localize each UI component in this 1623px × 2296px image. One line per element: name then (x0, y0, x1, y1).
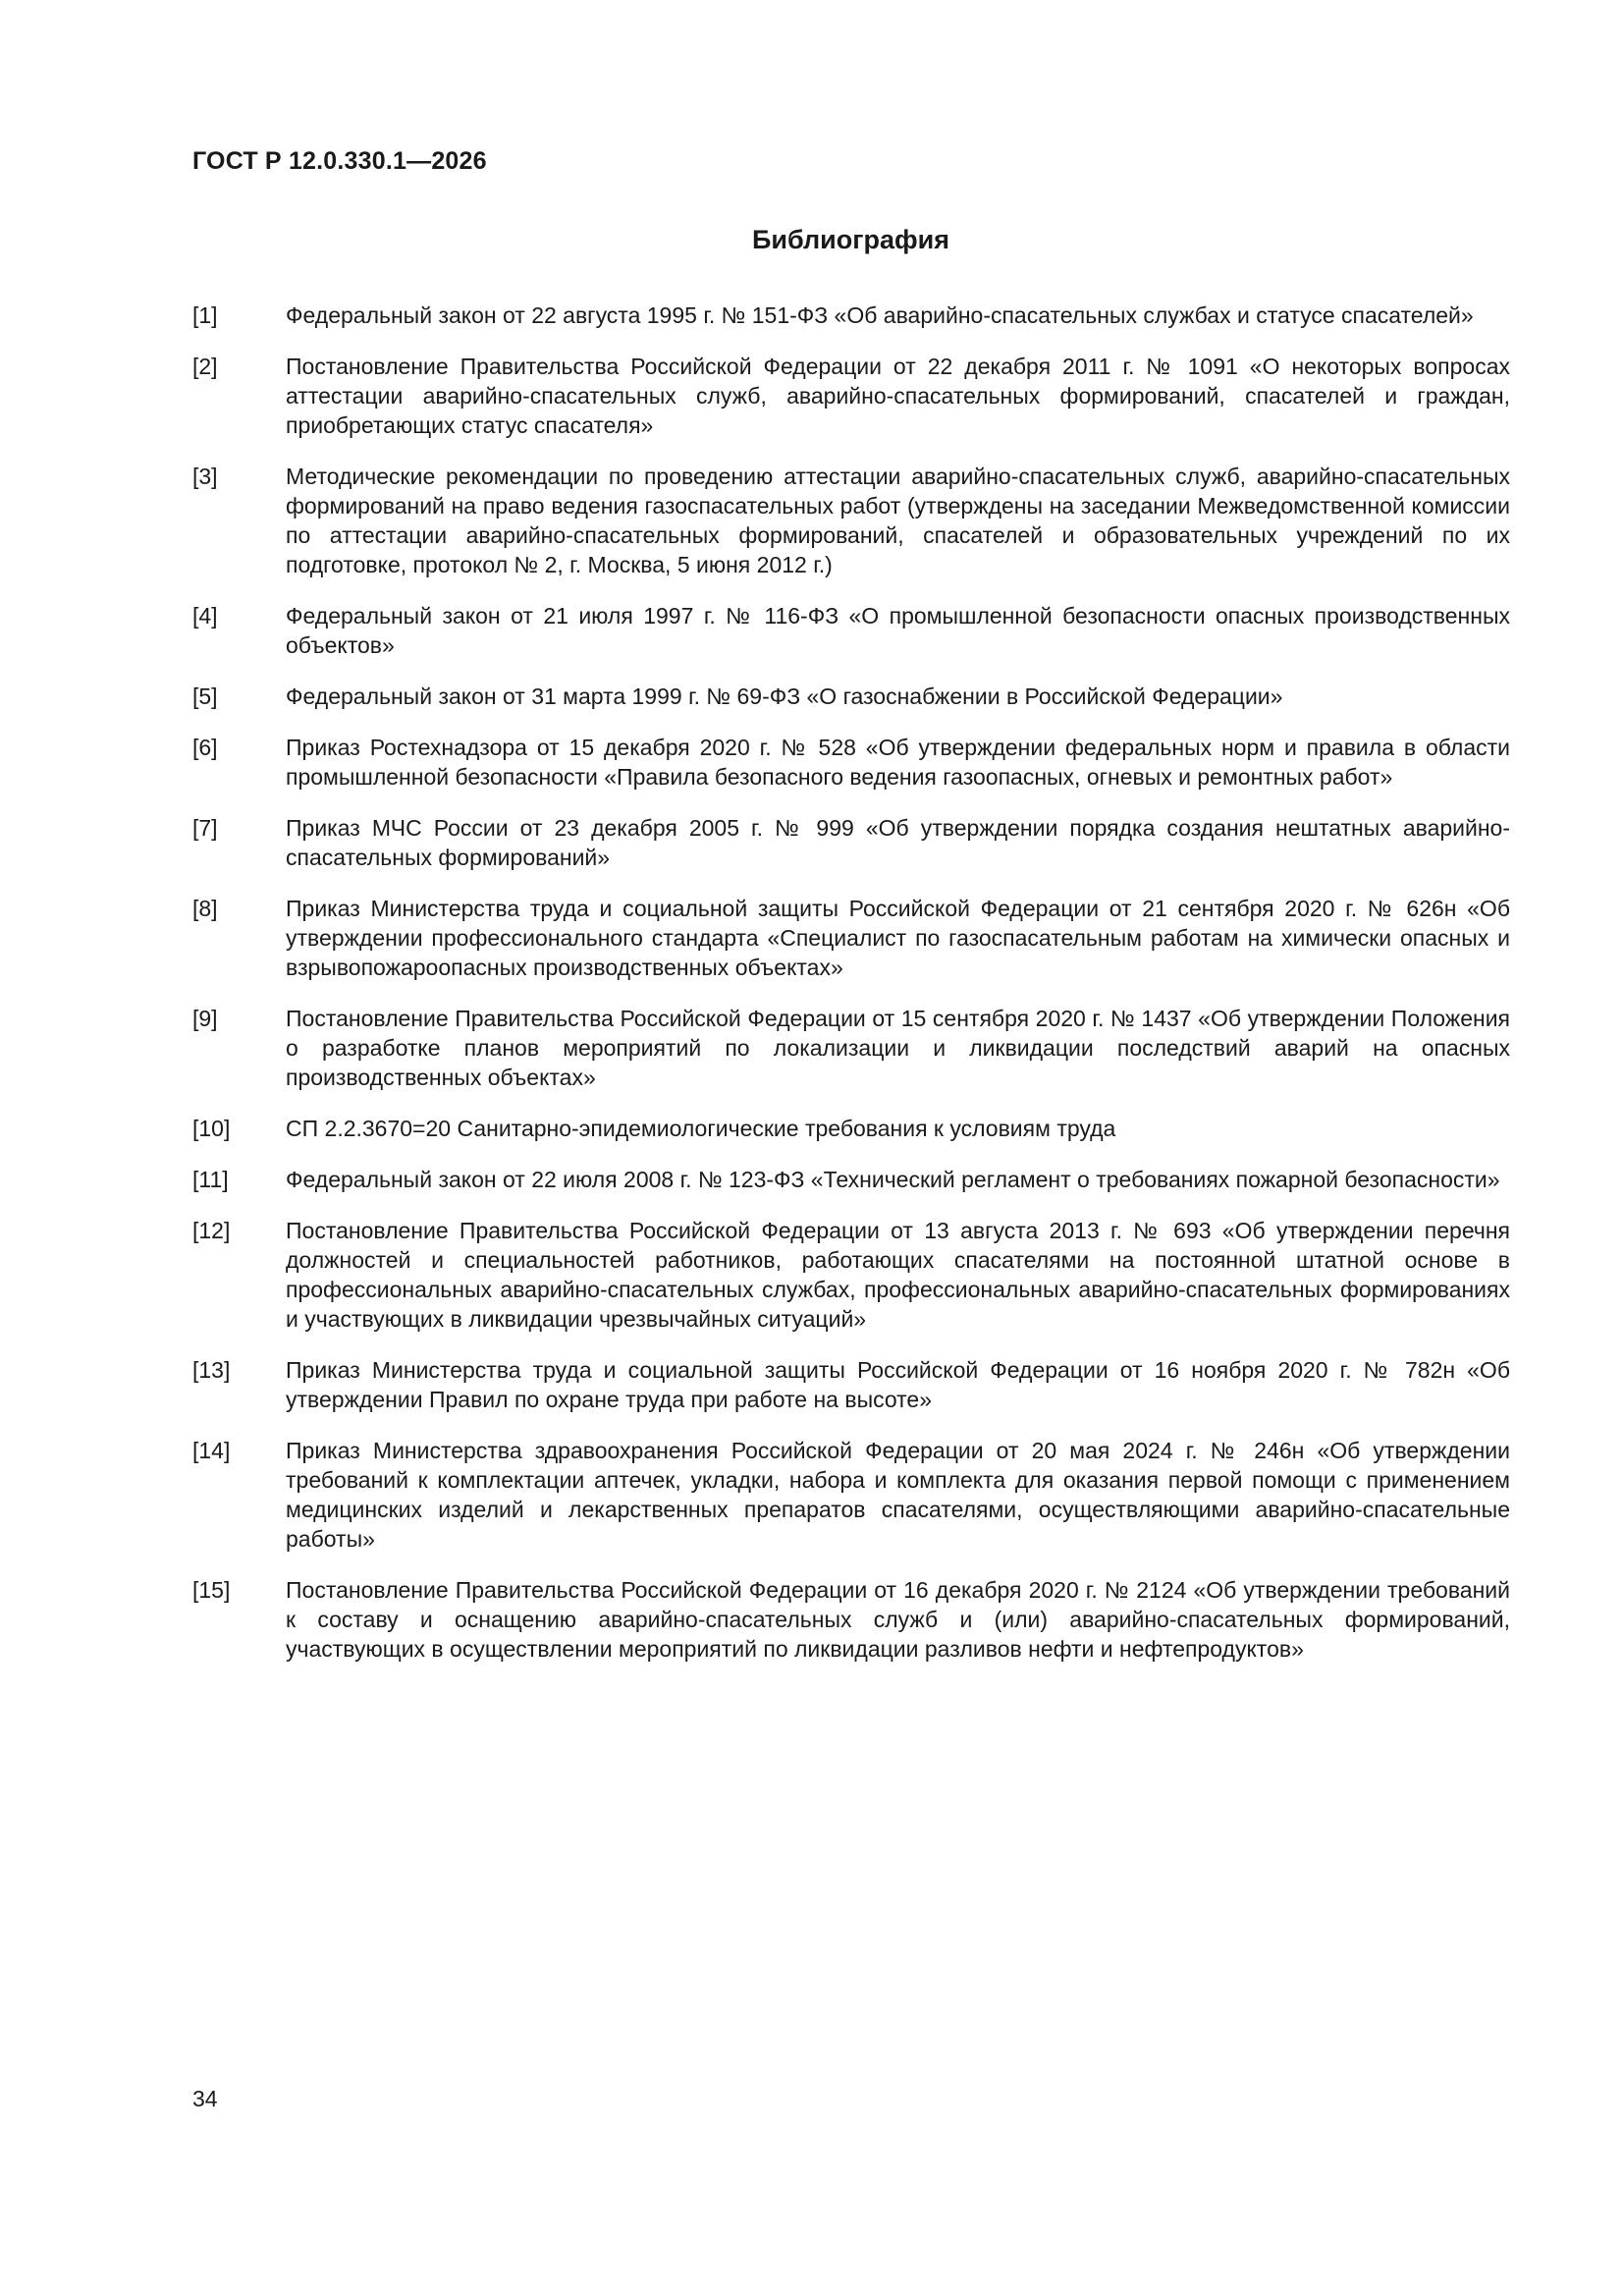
bibliography-entry-number: [7] (192, 815, 218, 841)
bibliography-entry-text: Федеральный закон от 31 марта 1999 г. № 69-ФЗ «О газоснабжении в Российской Федерации» (286, 683, 1283, 709)
bibliography-entry-number: [12] (192, 1218, 231, 1243)
bibliography-entry-number: [3] (192, 464, 218, 489)
bibliography-entry-number: [4] (192, 603, 218, 629)
bibliography-entry (192, 1216, 1510, 1334)
bibliography-entry-number: [2] (192, 354, 218, 379)
bibliography-entry (192, 462, 1510, 579)
bibliography-entry-number: [1] (192, 302, 218, 328)
bibliography-entry (192, 1355, 1510, 1414)
bibliography-entry-text: Приказ Министерства труда и социальной защиты Российской Федерации от 16 ноября 2020 г. № 782н «Об утверждении Правил по охране труда при работе на высоте» (286, 1357, 1510, 1412)
bibliography-entry-text: Постановление Правительства Российской Федерации от 13 августа 2013 г. № 693 «Об утверждении перечня должностей и специальностей работников, работающих спасателями на постоянной штатной основе в профессиональных аварийно-спасательных службах, профессиональных аварийно-спасательных формированиях и участвующих в ликвидации чрезвычайных ситуаций» (286, 1218, 1510, 1332)
bibliography-entry-text: Федеральный закон от 22 августа 1995 г. № 151-ФЗ «Об аварийно-спасательных службах и статусе спасателей» (286, 302, 1474, 328)
bibliography-list (192, 301, 1510, 1685)
bibliography-entry-number: [15] (192, 1577, 231, 1603)
bibliography-entry-text: Приказ Министерства труда и социальной защиты Российской Федерации от 21 сентября 2020 г. № 626н «Об утверждении профессионального стандарта «Специалист по газоспасательным работам на химически опасных и взрывопожароопасных производственных объектах» (286, 896, 1510, 980)
bibliography-entry-text: Приказ Министерства здравоохранения Российской Федерации от 20 мая 2024 г. № 246н «Об утверждении требований к комплектации аптечек, укладки, набора и комплекта для оказания первой помощи с применением медицинских изделий и лекарственных препаратов спасателями, осуществляющими аварийно-спасательные работы» (286, 1438, 1510, 1552)
page-number: 34 (192, 2086, 218, 2111)
bibliography-entry (192, 813, 1510, 872)
bibliography-entry-text: Постановление Правительства Российской Федерации от 16 декабря 2020 г. № 2124 «Об утверждении требований к составу и оснащению аварийно-спасательных служб и (или) аварийно-спасательных формирований, участвующих в осуществлении мероприятий по ликвидации разливов нефти и нефтепродуктов» (286, 1577, 1510, 1662)
bibliography-entry-number: [8] (192, 896, 218, 921)
bibliography-entry (192, 1165, 1510, 1194)
bibliography-entry (192, 301, 1510, 330)
document-code: ГОСТ Р 12.0.330.1—2026 (192, 147, 487, 175)
bibliography-entry (192, 894, 1510, 982)
bibliography-entry-text: СП 2.2.3670=20 Санитарно-эпидемиологические требования к условиям труда (286, 1116, 1116, 1141)
bibliography-entry-text: Федеральный закон от 22 июля 2008 г. № 123-ФЗ «Технический регламент о требованиях пожарной безопасности» (286, 1167, 1500, 1192)
page-title: Библиография (752, 225, 949, 254)
bibliography-entry (192, 1436, 1510, 1554)
bibliography-entry (192, 1114, 1510, 1143)
bibliography-entry (192, 1575, 1510, 1664)
bibliography-entry-text: Приказ МЧС России от 23 декабря 2005 г. № 999 «Об утверждении порядка создания нештатных аварийно-спасательных формирований» (286, 815, 1510, 870)
bibliography-entry (192, 682, 1510, 711)
bibliography-entry-text: Методические рекомендации по проведению аттестации аварийно-спасательных служб, аварийно-спасательных формирований на право ведения газоспасательных работ (утверждены на заседании Межведомственной комиссии по аттестации аварийно-спасательных формирований, спасателей и образовательных учреждений по их подготовке, протокол № 2, г. Москва, 5 июня 2012 г.) (286, 464, 1510, 577)
bibliography-entry-text: Приказ Ростехнадзора от 15 декабря 2020 г. № 528 «Об утверждении федеральных норм и правила в области промышленной безопасности «Правила безопасного ведения газоопасных, огневых и ремонтных работ» (286, 735, 1510, 790)
bibliography-entry-text: Постановление Правительства Российской Федерации от 15 сентября 2020 г. № 1437 «Об утверждении Положения о разработке планов мероприятий по локализации и ликвидации последствий аварий на опасных производственных объектах» (286, 1006, 1510, 1090)
bibliography-entry (192, 352, 1510, 440)
bibliography-entry-number: [5] (192, 683, 218, 709)
bibliography-entry-text: Постановление Правительства Российской Федерации от 22 декабря 2011 г. № 1091 «О некоторых вопросах аттестации аварийно-спасательных служб, аварийно-спасательных формирований, спасателей и граждан, приобретающих статус спасателя» (286, 354, 1510, 438)
bibliography-entry-number: [10] (192, 1116, 231, 1141)
bibliography-entry-number: [14] (192, 1438, 231, 1463)
bibliography-entry-number: [6] (192, 735, 218, 760)
bibliography-entry (192, 1004, 1510, 1092)
bibliography-entry-number: [9] (192, 1006, 218, 1031)
bibliography-entry-number: [11] (192, 1167, 229, 1192)
bibliography-entry-number: [13] (192, 1357, 231, 1383)
bibliography-entry (192, 601, 1510, 660)
bibliography-entry-text: Федеральный закон от 21 июля 1997 г. № 116-ФЗ «О промышленной безопасности опасных производственных объектов» (286, 603, 1510, 658)
bibliography-entry (192, 733, 1510, 792)
